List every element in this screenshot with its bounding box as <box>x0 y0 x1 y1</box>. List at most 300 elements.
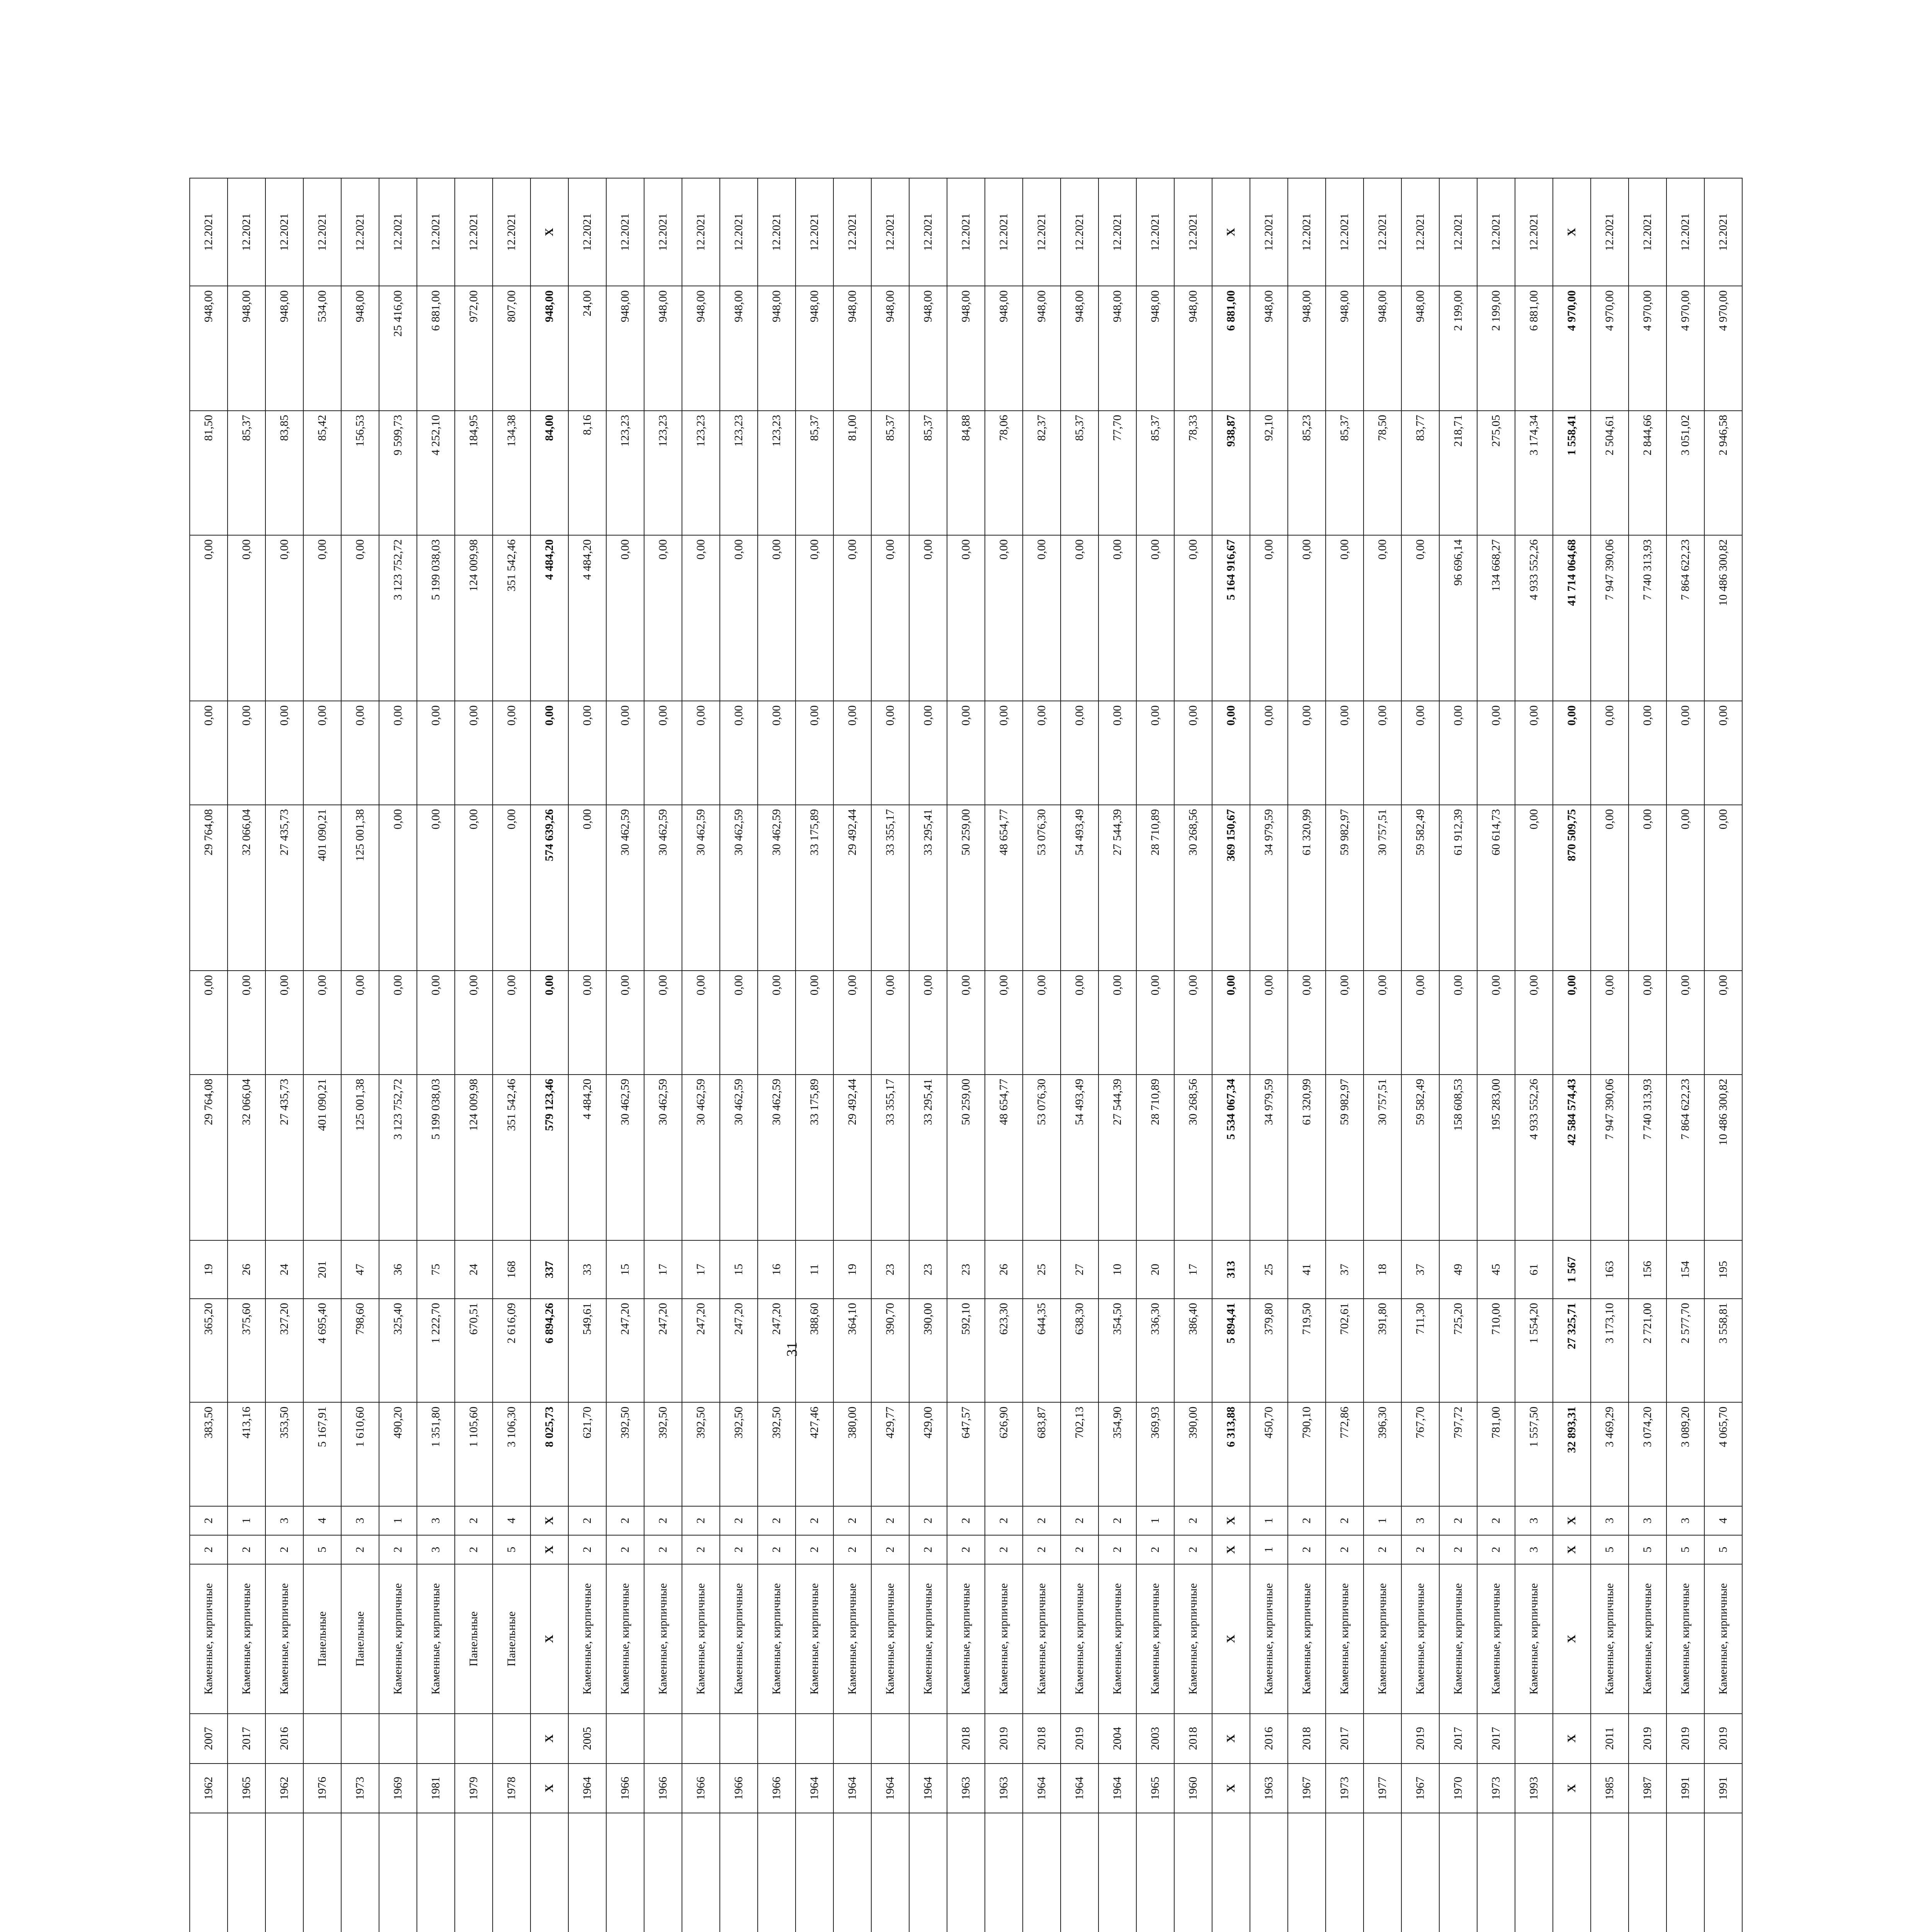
cell-year-built: 1977 <box>1364 1764 1401 1813</box>
cell-specific-cost: 134,38 <box>493 411 531 535</box>
cell-total-area: 369,93 <box>1136 1402 1174 1506</box>
cell-cost-owners: 0,00 <box>682 535 720 701</box>
cell-max-cost: 948,00 <box>909 286 947 410</box>
cell-cost-federal: 0,00 <box>1553 971 1591 1074</box>
cell-floors: 2 <box>1401 1535 1439 1564</box>
cell-cost-federal: 0,00 <box>531 971 568 1074</box>
cell-total-area: 353,50 <box>265 1402 303 1506</box>
cell-cost-federal: 0,00 <box>1174 971 1212 1074</box>
cell-cost-federal: 0,00 <box>1061 971 1098 1074</box>
cell-specific-cost: 84,88 <box>947 411 985 535</box>
cell-wall-material: Каменные, кирпичные <box>644 1564 682 1714</box>
cell-cost-owners: 5 199 038,03 <box>417 535 455 701</box>
cell-residents: 61 <box>1515 1240 1553 1298</box>
page-number: 31 <box>784 1342 800 1357</box>
cell-planned-date: 12.2021 <box>833 178 871 286</box>
cell-total-area: 4 065,70 <box>1704 1402 1742 1506</box>
cell-year-built: 1963 <box>947 1764 985 1813</box>
cell-planned-date: 12.2021 <box>1098 178 1136 286</box>
cell-residents: 37 <box>1326 1240 1364 1298</box>
cell-total-cost: 30 462,59 <box>720 1075 758 1241</box>
cell-wall-material: Каменные, кирпичные <box>833 1564 871 1714</box>
cell-max-cost: 948,00 <box>1326 286 1364 410</box>
cell-year-renovated: 2007 <box>190 1714 228 1764</box>
cell-living-area: 1 554,20 <box>1515 1299 1553 1402</box>
cell-cost-local: 0,00 <box>455 701 493 804</box>
cell-wall-material: Панельные <box>341 1564 379 1714</box>
cell-address <box>682 1813 720 1932</box>
cell-address <box>1061 1813 1098 1932</box>
cell-floors: X <box>531 1535 568 1564</box>
cell-cost-fund: 0,00 <box>379 805 417 971</box>
cell-cost-owners: 0,00 <box>871 535 909 701</box>
cell-address <box>1288 1813 1326 1932</box>
cell-year-renovated <box>758 1714 796 1764</box>
cell-wall-material: Каменные, кирпичные <box>1174 1564 1212 1714</box>
cell-cost-local: 0,00 <box>1515 701 1553 804</box>
cell-floors: 2 <box>228 1535 265 1564</box>
cell-year-renovated <box>644 1714 682 1764</box>
cell-entrances: 3 <box>417 1506 455 1535</box>
cell-living-area: 247,20 <box>758 1299 796 1402</box>
cell-total-cost: 48 654,77 <box>985 1075 1023 1241</box>
cell-cost-fund: 59 582,49 <box>1401 805 1439 971</box>
cell-address <box>531 1813 568 1932</box>
cell-floors: 2 <box>1288 1535 1326 1564</box>
cell-floors: 2 <box>871 1535 909 1564</box>
cell-residents: 37 <box>1401 1240 1439 1298</box>
cell-year-built: 1966 <box>606 1764 644 1813</box>
cell-year-renovated <box>1515 1714 1553 1764</box>
cell-year-renovated: 2019 <box>1629 1714 1666 1764</box>
cell-address <box>644 1813 682 1932</box>
cell-total-cost: 59 582,49 <box>1401 1075 1439 1241</box>
cell-max-cost: 948,00 <box>1023 286 1061 410</box>
cell-total-cost: 579 123,46 <box>531 1075 568 1241</box>
cell-cost-federal: 0,00 <box>455 971 493 1074</box>
cell-cost-local: 0,00 <box>682 701 720 804</box>
cell-floors: 3 <box>417 1535 455 1564</box>
cell-cost-fund: 0,00 <box>568 805 606 971</box>
cell-cost-owners: 0,00 <box>606 535 644 701</box>
cell-total-area: 621,70 <box>568 1402 606 1506</box>
cell-entrances: 2 <box>190 1506 228 1535</box>
cell-planned-date: 12.2021 <box>379 178 417 286</box>
cell-entrances: 2 <box>606 1506 644 1535</box>
cell-cost-local: 0,00 <box>379 701 417 804</box>
cell-total-cost: 351 542,46 <box>493 1075 531 1241</box>
cell-floors: 2 <box>1477 1535 1515 1564</box>
cell-cost-federal: 0,00 <box>1666 971 1704 1074</box>
cell-floors: 1 <box>1250 1535 1288 1564</box>
cell-living-area: 549,61 <box>568 1299 606 1402</box>
cell-cost-fund: 30 757,51 <box>1364 805 1401 971</box>
cell-residents: 19 <box>833 1240 871 1298</box>
cell-residents: 17 <box>1174 1240 1212 1298</box>
cell-year-renovated: 2017 <box>1439 1714 1477 1764</box>
cell-address <box>871 1813 909 1932</box>
cell-max-cost: 534,00 <box>303 286 341 410</box>
cell-entrances: 1 <box>1136 1506 1174 1535</box>
cell-entrances: 2 <box>1023 1506 1061 1535</box>
cell-living-area: 390,70 <box>871 1299 909 1402</box>
cell-entrances: 2 <box>1477 1506 1515 1535</box>
cell-residents: 23 <box>947 1240 985 1298</box>
cell-specific-cost: 78,50 <box>1364 411 1401 535</box>
cell-specific-cost: 85,37 <box>1136 411 1174 535</box>
cell-specific-cost: 78,06 <box>985 411 1023 535</box>
table-row <box>1515 178 1553 1932</box>
cell-total-area: 683,87 <box>1023 1402 1061 1506</box>
table-row <box>1477 178 1515 1932</box>
table-row <box>1023 178 1061 1932</box>
table-row <box>228 178 265 1932</box>
cell-entrances: 2 <box>682 1506 720 1535</box>
cell-wall-material: Каменные, кирпичные <box>1061 1564 1098 1714</box>
table-row <box>493 178 531 1932</box>
cell-entrances: 2 <box>909 1506 947 1535</box>
cell-total-area: 3 106,30 <box>493 1402 531 1506</box>
cell-entrances: 3 <box>1515 1506 1553 1535</box>
cell-cost-local: 0,00 <box>758 701 796 804</box>
cell-cost-owners: 7 740 313,93 <box>1629 535 1666 701</box>
cell-total-area: 354,90 <box>1098 1402 1136 1506</box>
cell-total-area: 392,50 <box>682 1402 720 1506</box>
cell-year-built: 1966 <box>682 1764 720 1813</box>
cell-residents: 25 <box>1023 1240 1061 1298</box>
cell-cost-federal: 0,00 <box>1401 971 1439 1074</box>
cell-cost-local: 0,00 <box>1061 701 1098 804</box>
cell-planned-date: X <box>531 178 568 286</box>
cell-total-area: 383,50 <box>190 1402 228 1506</box>
cell-total-area: 380,00 <box>833 1402 871 1506</box>
cell-cost-owners: 0,00 <box>909 535 947 701</box>
cell-specific-cost: 4 252,10 <box>417 411 455 535</box>
cell-floors: 2 <box>909 1535 947 1564</box>
cell-max-cost: 948,00 <box>341 286 379 410</box>
cell-total-cost: 27 435,73 <box>265 1075 303 1241</box>
cell-specific-cost: 938,87 <box>1212 411 1250 535</box>
cell-living-area: 364,10 <box>833 1299 871 1402</box>
table-row <box>1401 178 1439 1932</box>
cell-floors: 5 <box>1704 1535 1742 1564</box>
cell-year-renovated <box>909 1714 947 1764</box>
cell-max-cost: 4 970,00 <box>1591 286 1629 410</box>
cell-year-built: 1985 <box>1591 1764 1629 1813</box>
cell-entrances: 2 <box>947 1506 985 1535</box>
cell-total-cost: 28 710,89 <box>1136 1075 1174 1241</box>
cell-max-cost: 24,00 <box>568 286 606 410</box>
cell-total-cost: 30 757,51 <box>1364 1075 1401 1241</box>
cell-cost-local: 0,00 <box>1666 701 1704 804</box>
cell-cost-local: 0,00 <box>985 701 1023 804</box>
cell-wall-material: Каменные, кирпичные <box>379 1564 417 1714</box>
cell-wall-material: Каменные, кирпичные <box>758 1564 796 1714</box>
cell-entrances: 3 <box>341 1506 379 1535</box>
cell-residents: 18 <box>1364 1240 1401 1298</box>
cell-cost-federal: 0,00 <box>228 971 265 1074</box>
cell-living-area: 2 616,09 <box>493 1299 531 1402</box>
table-row <box>1174 178 1212 1932</box>
cell-cost-local: 0,00 <box>1629 701 1666 804</box>
cell-cost-local: 0,00 <box>1023 701 1061 804</box>
cell-max-cost: 948,00 <box>720 286 758 410</box>
cell-specific-cost: 81,50 <box>190 411 228 535</box>
cell-wall-material: Каменные, кирпичные <box>1666 1564 1704 1714</box>
cell-year-renovated: 2018 <box>1023 1714 1061 1764</box>
cell-total-area: 32 893,31 <box>1553 1402 1591 1506</box>
table-row <box>568 178 606 1932</box>
cell-entrances: 3 <box>265 1506 303 1535</box>
table-row <box>1439 178 1477 1932</box>
cell-cost-owners: 4 484,20 <box>568 535 606 701</box>
cell-cost-local: 0,00 <box>568 701 606 804</box>
cell-living-area: 27 325,71 <box>1553 1299 1591 1402</box>
cell-total-cost: 42 584 574,43 <box>1553 1075 1591 1241</box>
cell-address <box>1629 1813 1666 1932</box>
cell-specific-cost: 2 844,66 <box>1629 411 1666 535</box>
cell-cost-owners: 0,00 <box>1174 535 1212 701</box>
cell-year-built: 1964 <box>833 1764 871 1813</box>
cell-cost-fund: 48 654,77 <box>985 805 1023 971</box>
cell-cost-fund: 369 150,67 <box>1212 805 1250 971</box>
cell-residents: 154 <box>1666 1240 1704 1298</box>
cell-total-cost: 5 534 067,34 <box>1212 1075 1250 1241</box>
cell-cost-fund: 30 462,59 <box>758 805 796 971</box>
cell-year-renovated <box>606 1714 644 1764</box>
cell-total-cost: 59 982,97 <box>1326 1075 1364 1241</box>
cell-cost-owners: 41 714 064,68 <box>1553 535 1591 701</box>
cell-cost-local: 0,00 <box>606 701 644 804</box>
cell-year-renovated: 2018 <box>1174 1714 1212 1764</box>
cell-entrances: X <box>1553 1506 1591 1535</box>
cell-cost-fund: 33 175,89 <box>796 805 833 971</box>
cell-cost-fund: 0,00 <box>1666 805 1704 971</box>
cell-year-renovated: 2019 <box>1401 1714 1439 1764</box>
cell-cost-local: 0,00 <box>341 701 379 804</box>
cell-wall-material: Каменные, кирпичные <box>1704 1564 1742 1714</box>
cell-entrances: 2 <box>1439 1506 1477 1535</box>
cell-wall-material: Каменные, кирпичные <box>606 1564 644 1714</box>
cell-living-area: 670,51 <box>455 1299 493 1402</box>
cell-year-renovated: 2019 <box>1704 1714 1742 1764</box>
cell-cost-owners: 0,00 <box>758 535 796 701</box>
cell-specific-cost: 2 504,61 <box>1591 411 1629 535</box>
cell-floors: 3 <box>1515 1535 1553 1564</box>
cell-cost-fund: 61 912,39 <box>1439 805 1477 971</box>
cell-address <box>1136 1813 1174 1932</box>
cell-total-area: 392,50 <box>606 1402 644 1506</box>
cell-total-area: 396,30 <box>1364 1402 1401 1506</box>
cell-year-renovated: 2018 <box>1288 1714 1326 1764</box>
cell-residents: 36 <box>379 1240 417 1298</box>
cell-cost-federal: 0,00 <box>1326 971 1364 1074</box>
cell-cost-federal: 0,00 <box>303 971 341 1074</box>
cell-year-built: 1962 <box>265 1764 303 1813</box>
cell-address <box>568 1813 606 1932</box>
cell-max-cost: 2 199,00 <box>1439 286 1477 410</box>
cell-total-cost: 33 295,41 <box>909 1075 947 1241</box>
cell-planned-date: 12.2021 <box>1666 178 1704 286</box>
cell-entrances: 2 <box>1326 1506 1364 1535</box>
cell-max-cost: 4 970,00 <box>1666 286 1704 410</box>
table-row <box>1591 178 1629 1932</box>
cell-year-built: 1960 <box>1174 1764 1212 1813</box>
cell-max-cost: 948,00 <box>228 286 265 410</box>
cell-wall-material: Каменные, кирпичные <box>228 1564 265 1714</box>
cell-wall-material: Каменные, кирпичные <box>1023 1564 1061 1714</box>
cell-total-cost: 29 492,44 <box>833 1075 871 1241</box>
cell-total-area: 490,20 <box>379 1402 417 1506</box>
cell-residents: 10 <box>1098 1240 1136 1298</box>
cell-total-area: 626,90 <box>985 1402 1023 1506</box>
cell-specific-cost: 123,23 <box>720 411 758 535</box>
cell-address <box>1439 1813 1477 1932</box>
cell-total-cost: 125 001,38 <box>341 1075 379 1241</box>
cell-cost-owners: 7 864 622,23 <box>1666 535 1704 701</box>
cell-planned-date: 12.2021 <box>1364 178 1401 286</box>
cell-floors: 2 <box>720 1535 758 1564</box>
cell-specific-cost: 81,00 <box>833 411 871 535</box>
cell-address <box>1326 1813 1364 1932</box>
cell-entrances: 2 <box>796 1506 833 1535</box>
cell-total-cost: 195 283,00 <box>1477 1075 1515 1241</box>
cell-wall-material: Каменные, кирпичные <box>568 1564 606 1714</box>
cell-floors: 2 <box>1098 1535 1136 1564</box>
cell-address <box>947 1813 985 1932</box>
cell-wall-material: Панельные <box>455 1564 493 1714</box>
cell-specific-cost: 85,37 <box>909 411 947 535</box>
cell-year-built: 1979 <box>455 1764 493 1813</box>
cell-cost-federal: 0,00 <box>720 971 758 1074</box>
cell-cost-owners: 3 123 752,72 <box>379 535 417 701</box>
cell-residents: 24 <box>455 1240 493 1298</box>
cell-year-built: 1965 <box>1136 1764 1174 1813</box>
rotated-table-container <box>189 178 1909 1932</box>
cell-cost-local: 0,00 <box>1477 701 1515 804</box>
table-row <box>379 178 417 1932</box>
cell-cost-local: 0,00 <box>1704 701 1742 804</box>
table-row <box>644 178 682 1932</box>
cell-entrances: X <box>531 1506 568 1535</box>
cell-planned-date: 12.2021 <box>1288 178 1326 286</box>
cell-cost-local: 0,00 <box>720 701 758 804</box>
table-row <box>1326 178 1364 1932</box>
cell-wall-material: Каменные, кирпичные <box>1364 1564 1401 1714</box>
cell-cost-owners: 0,00 <box>985 535 1023 701</box>
cell-floors: 2 <box>1364 1535 1401 1564</box>
cell-year-built: 1969 <box>379 1764 417 1813</box>
cell-address <box>265 1813 303 1932</box>
cell-total-area: 392,50 <box>720 1402 758 1506</box>
table-row <box>455 178 493 1932</box>
cell-total-area: 3 089,20 <box>1666 1402 1704 1506</box>
cell-cost-owners: 0,00 <box>1023 535 1061 701</box>
cell-cost-local: 0,00 <box>1591 701 1629 804</box>
table-row <box>909 178 947 1932</box>
cell-specific-cost: 218,71 <box>1439 411 1477 535</box>
cell-floors: 2 <box>682 1535 720 1564</box>
cell-planned-date: 12.2021 <box>303 178 341 286</box>
cell-residents: 23 <box>909 1240 947 1298</box>
cell-wall-material: Каменные, кирпичные <box>947 1564 985 1714</box>
cell-cost-local: 0,00 <box>1326 701 1364 804</box>
table-row <box>1704 178 1742 1932</box>
cell-residents: 313 <box>1212 1240 1250 1298</box>
cell-total-cost: 32 066,04 <box>228 1075 265 1241</box>
housing-register-table <box>189 178 1743 1932</box>
cell-cost-local: 0,00 <box>1136 701 1174 804</box>
cell-cost-local: 0,00 <box>644 701 682 804</box>
cell-cost-fund: 30 462,59 <box>644 805 682 971</box>
cell-entrances: 2 <box>1288 1506 1326 1535</box>
cell-total-cost: 54 493,49 <box>1061 1075 1098 1241</box>
cell-floors: 2 <box>985 1535 1023 1564</box>
cell-max-cost: 948,00 <box>758 286 796 410</box>
cell-entrances: 4 <box>493 1506 531 1535</box>
cell-floors: 2 <box>568 1535 606 1564</box>
cell-total-area: 1 351,80 <box>417 1402 455 1506</box>
cell-year-built: 1987 <box>1629 1764 1666 1813</box>
cell-planned-date: 12.2021 <box>1401 178 1439 286</box>
cell-cost-fund: 27 435,73 <box>265 805 303 971</box>
cell-wall-material: X <box>531 1564 568 1714</box>
table-row <box>1288 178 1326 1932</box>
cell-year-built: 1966 <box>644 1764 682 1813</box>
cell-floors: 2 <box>1174 1535 1212 1564</box>
cell-address <box>1477 1813 1515 1932</box>
cell-cost-federal: 0,00 <box>644 971 682 1074</box>
cell-residents: 15 <box>606 1240 644 1298</box>
cell-cost-federal: 0,00 <box>1098 971 1136 1074</box>
cell-cost-federal: 0,00 <box>1136 971 1174 1074</box>
cell-max-cost: 948,00 <box>265 286 303 410</box>
cell-entrances: 4 <box>303 1506 341 1535</box>
cell-wall-material: Каменные, кирпичные <box>1098 1564 1136 1714</box>
cell-residents: 75 <box>417 1240 455 1298</box>
cell-total-cost: 7 740 313,93 <box>1629 1075 1666 1241</box>
cell-floors: 5 <box>303 1535 341 1564</box>
cell-year-built: 1962 <box>190 1764 228 1813</box>
cell-planned-date: 12.2021 <box>1174 178 1212 286</box>
cell-living-area: 354,50 <box>1098 1299 1136 1402</box>
cell-cost-federal: 0,00 <box>265 971 303 1074</box>
cell-specific-cost: 85,37 <box>871 411 909 535</box>
cell-floors: 5 <box>493 1535 531 1564</box>
cell-floors: 2 <box>644 1535 682 1564</box>
cell-specific-cost: 84,00 <box>531 411 568 535</box>
cell-cost-fund: 61 320,99 <box>1288 805 1326 971</box>
cell-total-area: 8 025,73 <box>531 1402 568 1506</box>
cell-cost-local: 0,00 <box>190 701 228 804</box>
cell-entrances: 1 <box>379 1506 417 1535</box>
cell-year-renovated <box>682 1714 720 1764</box>
cell-cost-fund: 0,00 <box>455 805 493 971</box>
cell-cost-fund: 53 076,30 <box>1023 805 1061 971</box>
cell-cost-owners: 0,00 <box>947 535 985 701</box>
cell-address <box>493 1813 531 1932</box>
cell-cost-owners: 124 009,98 <box>455 535 493 701</box>
table-row <box>1136 178 1174 1932</box>
cell-cost-federal: 0,00 <box>1364 971 1401 1074</box>
cell-total-cost: 33 175,89 <box>796 1075 833 1241</box>
cell-year-renovated: X <box>531 1714 568 1764</box>
cell-cost-fund: 0,00 <box>493 805 531 971</box>
cell-wall-material: Каменные, кирпичные <box>871 1564 909 1714</box>
cell-floors: 2 <box>947 1535 985 1564</box>
cell-specific-cost: 184,95 <box>455 411 493 535</box>
cell-living-area: 644,35 <box>1023 1299 1061 1402</box>
